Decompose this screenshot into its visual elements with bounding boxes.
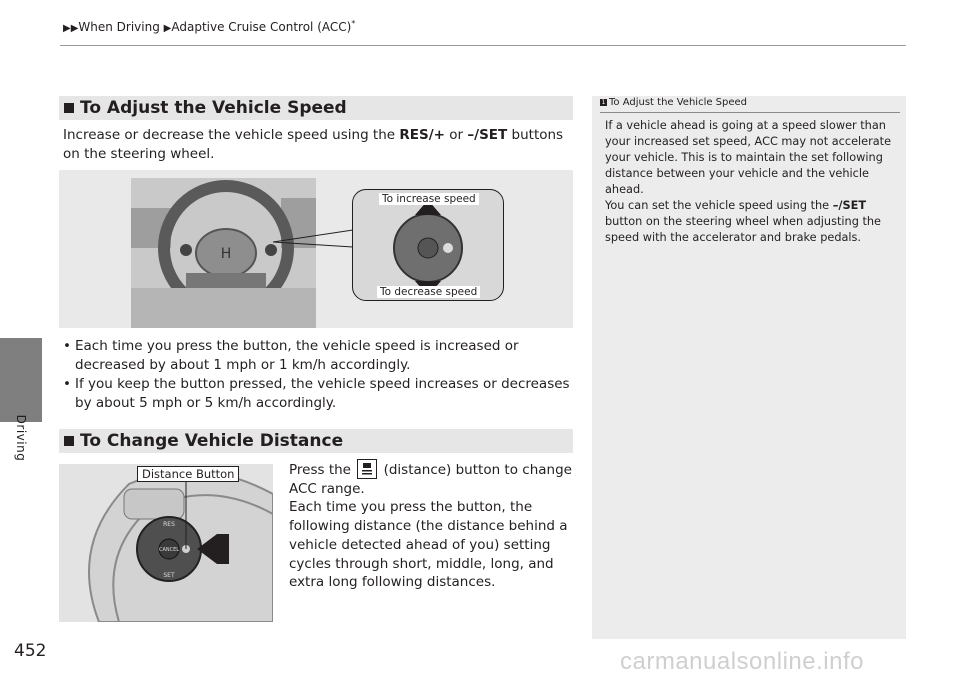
page-number: 452 (14, 641, 47, 661)
sidebar-paragraph-2 (605, 198, 897, 246)
increase-speed-label: To increase speed (379, 193, 479, 205)
svg-text:RES: RES (163, 521, 175, 528)
svg-text:H: H (220, 246, 232, 262)
section-square-icon (64, 103, 74, 113)
section-header-adjust-speed (59, 96, 573, 120)
distance-button-label: Distance Button (137, 466, 239, 482)
breadcrumb-asterisk: * (351, 19, 356, 28)
sidebar-divider (600, 112, 900, 113)
callout-leader-line (273, 225, 353, 265)
bullet-icon: • (63, 376, 71, 392)
sidebar-title: To Adjust the Vehicle Speed (609, 97, 748, 108)
set-button-name: –/SET (467, 127, 508, 143)
sidebar-paragraph-1: If a vehicle ahead is going at a speed slower than your increased set speed, ACC may not accelerate your vehicle. This is to maintain the set following distance between your vehicle and the vehicle ahead. (605, 119, 892, 196)
list-item (63, 337, 575, 375)
press-text: Press the (289, 462, 351, 478)
watermark: carmanualsonline.info (620, 648, 864, 675)
distance-button-icon (357, 459, 377, 479)
sidebar-text: button on the steering wheel when adjusting the speed with the accelerator and brake pedals. (605, 215, 882, 244)
header-divider (60, 45, 906, 46)
list-item (63, 375, 575, 413)
distance-button-figure (59, 464, 273, 622)
section-title: To Adjust the Vehicle Speed (80, 98, 347, 118)
bullet-icon: • (63, 338, 71, 354)
breadcrumb-part-1[interactable]: When Driving (78, 20, 160, 34)
set-button-name: –/SET (832, 199, 867, 212)
res-button-name: RES/+ (399, 127, 445, 143)
distance-button-illustration (59, 464, 273, 622)
intro-text: buttons on the steering wheel. (63, 127, 564, 162)
bullet-list (63, 337, 575, 413)
intro-text: or (444, 127, 468, 143)
press-text: (distance) button to change ACC range. (289, 462, 572, 497)
decrease-speed-label: To decrease speed (377, 286, 480, 298)
section-title: To Change Vehicle Distance (80, 431, 344, 451)
chapter-tab-label: Driving (14, 414, 28, 462)
distance-paragraph (289, 459, 579, 592)
breadcrumb (63, 19, 355, 34)
sidebar-heading (600, 97, 747, 108)
bullet-text: If you keep the button pressed, the vehicle speed increases or decreases by about 5 mph or 5 km/h accordingly. (75, 376, 570, 411)
sidebar-text: You can set the vehicle speed using the (605, 199, 833, 212)
breadcrumb-part-2[interactable]: Adaptive Cruise Control (ACC) (171, 20, 352, 34)
reference-number-icon: 1 (601, 99, 606, 106)
section-header-change-distance (59, 429, 573, 453)
bullet-text: Each time you press the button, the vehicle speed is increased or decreased by about 1 mph or 1 km/h accordingly. (75, 338, 519, 373)
intro-paragraph (63, 126, 568, 164)
intro-text: Increase or decrease the vehicle speed using the (63, 127, 400, 143)
breadcrumb-arrow-icon: ▶▶ (63, 23, 79, 34)
svg-text:SET: SET (163, 572, 175, 579)
breadcrumb-arrow-icon: ▶ (163, 23, 172, 34)
steering-wheel-figure (59, 170, 573, 328)
svg-text:CANCEL: CANCEL (158, 547, 180, 553)
section-square-icon (64, 436, 74, 446)
callout-zoom (352, 189, 504, 301)
button-closeup-illustration (353, 190, 503, 300)
distance-body-text: Each time you press the button, the following distance (the distance behind a vehicle detected ahead of you) setting cycles through short, middle, long, and extra long following distances. (289, 499, 568, 591)
